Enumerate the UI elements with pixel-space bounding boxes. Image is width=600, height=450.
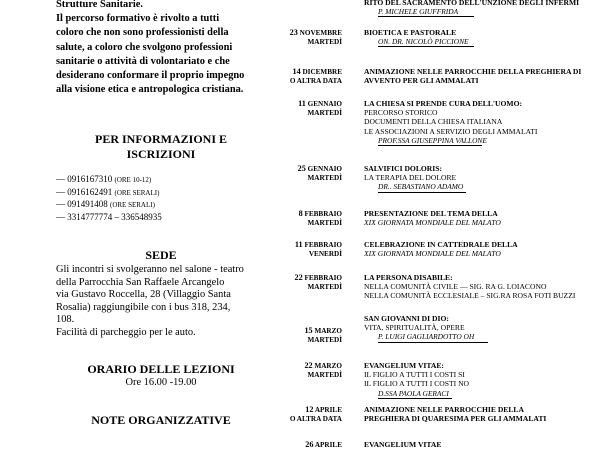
entry-content (364, 67, 600, 85)
sede-line: della Parrocchia San Raffaele Arcangelo (56, 276, 225, 288)
phone-note: (ORE SERALI) (110, 201, 155, 210)
intro-line: desiderano conformare il proprio impegno (56, 70, 245, 82)
orario-time: Ore 16.00 -19.00 (125, 376, 197, 388)
phone-number: — 3314777774 – 336548935 (56, 211, 162, 222)
date-weekday: MARTEDÌ (307, 283, 342, 291)
speaker-underline (378, 145, 482, 146)
phone-item (56, 174, 266, 186)
entry-date (262, 361, 342, 380)
intro-line: sanitarie o attività di volontariato e che (56, 55, 230, 67)
entry-title: CELEBRAZIONE IN CATTEDRALE DELLA (364, 240, 518, 249)
speaker-underline (378, 16, 474, 17)
date-day: 14 (292, 67, 301, 76)
sede-heading: SEDE (145, 248, 177, 263)
entry-line: IL FIGLIO A TUTTI I COSTI SI (364, 370, 465, 380)
entry-content (364, 440, 600, 449)
entry-line: VITA, SPIRITUALITÀ, OPERE (364, 323, 465, 333)
phone-note: (ORE 10-12) (114, 176, 152, 185)
entry-speaker: D.SSA PAOLA GERACI (378, 388, 449, 398)
entry-speaker: ON. DR. NICOLÒ PICCIONE (378, 37, 469, 47)
phone-item (56, 212, 266, 223)
date-month: FEBBRAIO (304, 274, 342, 282)
date-weekday: O ALTRA DATA (289, 77, 342, 85)
entry-date (262, 164, 342, 183)
entry-date (262, 209, 342, 228)
speaker-underline (378, 342, 488, 343)
date-weekday: MARTEDÌ (307, 219, 342, 227)
note-heading: NOTE ORGANIZZATIVE (91, 412, 231, 427)
date-day: 22 (304, 361, 313, 370)
entry-title: SAN GIOVANNI DI DIO: (364, 314, 449, 323)
date-month: FEBBRAIO (304, 241, 342, 249)
entry-title: EVANGELIUM VITAE (364, 440, 442, 449)
date-month: APRILE (314, 441, 342, 449)
date-day: 8 (298, 209, 303, 218)
entry-line: XIX GIORNATA MONDIALE DEL MALATO (364, 218, 501, 228)
entry-title: LA PERSONA DISABILE: (364, 273, 453, 282)
entry-date (262, 28, 342, 47)
entry-speaker: P. LUIGI GAGLIARDOTTO OH (378, 332, 475, 342)
date-month: GENNAIO (307, 165, 342, 173)
phone-number: — 0916167310 (56, 174, 113, 185)
entry-content (364, 240, 600, 258)
entry-title: RITO DEL SACRAMENTO DELL'UNZIONE DEGLI INFERMI (364, 0, 580, 7)
entry-line: NELLA COMUNITÀ ECCLESIALE – SIG.RA ROSA FOTI BUZZI (364, 291, 576, 301)
sede-line: Gli incontri si svolgeranno nel salone - teatro (56, 264, 244, 276)
phone-item (56, 187, 266, 199)
sede-line: via Gustavo Roccella, 28 (Villaggio Santa (56, 289, 231, 301)
entry-title: ANIMAZIONE NELLE PARROCCHIE DELLA (364, 405, 524, 414)
sede-paragraph (56, 264, 266, 340)
date-day: 26 (305, 440, 314, 449)
intro-line: alla visione etica e antropologica cristiana. (56, 84, 244, 96)
intro-paragraph (56, 0, 266, 97)
info-heading-line1: PER INFORMAZIONI E (94, 132, 227, 147)
phone-list (56, 174, 266, 223)
orario-heading: ORARIO DELLE LEZIONI (87, 361, 235, 376)
entry-date (262, 326, 342, 345)
left-column (56, 0, 266, 428)
date-day: 22 (294, 273, 303, 282)
entry-title: SALVIFICI DOLORIS: (364, 164, 442, 173)
date-weekday: O ALTRA DATA (289, 415, 342, 423)
entry-date (262, 99, 342, 118)
date-month: FEBBRAIO (304, 210, 342, 218)
sede-line: 108. (56, 314, 75, 326)
date-weekday: MARTEDÌ (307, 336, 342, 344)
entry-content (364, 361, 600, 398)
entry-title: LA CHIESA SI PRENDE CURA DELL'UOMO: (364, 99, 523, 108)
entry-content (364, 405, 600, 423)
date-day: 23 (289, 28, 298, 37)
entry-date (262, 405, 342, 424)
entry-content (364, 99, 600, 145)
entry-date (262, 67, 342, 86)
entry-title: PREGHIERA DI QUARESIMA PER GLI AMMALATI (364, 414, 547, 424)
date-day: 25 (297, 164, 306, 173)
date-weekday: MARTEDÌ (307, 109, 342, 117)
entry-line: XIX GIORNATA MONDIALE DEL MALATO (364, 249, 501, 259)
entry-title: BIOETICA E PASTORALE (364, 28, 457, 37)
date-weekday: VENERDÌ (308, 250, 342, 258)
entry-content (364, 209, 600, 227)
entry-content (364, 0, 600, 16)
speaker-underline (378, 192, 466, 193)
entry-date (262, 273, 342, 292)
date-month: MARZO (314, 327, 342, 335)
entry-line: LE ASSOCIAZIONI A SERVIZIO DEGLI AMMALATI (364, 126, 538, 136)
intro-line: Strutture Sanitarie. (56, 0, 143, 10)
entry-title: EVANGELIUM VITAE: (364, 361, 444, 370)
sede-line: Facilità di parcheggio per le auto. (56, 327, 196, 339)
intro-line: Il percorso formativo è rivolto a tutti (56, 13, 220, 25)
date-day: 15 (304, 326, 313, 335)
entry-line: DOCUMENTI DELLA CHIESA ITALIANA (364, 117, 503, 127)
sede-line: Rosalia) raggiungibile con i bus 318, 234, (56, 301, 231, 313)
entry-content (364, 28, 600, 46)
intro-line: salute, a coloro che svolgono professioni (56, 41, 233, 53)
date-weekday: MARTEDÌ (307, 38, 342, 46)
entry-line: PERCORSO STORICO (364, 108, 438, 118)
entry-date (262, 440, 342, 450)
entry-line: NELLA COMUNITÀ CIVILE — SIG. RA G. LOIACONO (364, 282, 547, 292)
entry-line: IL FIGLIO A TUTTI I COSTI NO (364, 379, 470, 389)
date-weekday: MARTEDÌ (307, 174, 342, 182)
entry-speaker: DR.. SEBASTIANO ADAMO (378, 182, 464, 192)
date-day: 11 (298, 99, 306, 108)
entry-speaker: PROF.SSA GIUSEPPINA VALLONE (378, 135, 487, 145)
info-heading-line2: ISCRIZIONI (126, 147, 196, 162)
phone-item (56, 199, 266, 211)
date-weekday: MARTEDÌ (307, 371, 342, 379)
entry-line: LA TERAPIA DEL DOLORE (364, 173, 457, 183)
date-month: GENNAIO (307, 100, 342, 108)
entry-title: ANIMAZIONE NELLE PARROCCHIE DELLA PREGHIERA DI (364, 67, 582, 76)
info-heading (56, 132, 266, 162)
entry-date (262, 240, 342, 259)
entry-title: AVVENTO PER GLI AMMALATI (364, 76, 479, 86)
entry-content (364, 314, 600, 342)
phone-number: — 091491408 (56, 199, 108, 210)
date-day: 12 (305, 405, 314, 414)
speaker-underline (378, 398, 452, 399)
entry-title: PRESENTAZIONE DEL TEMA DELLA (364, 209, 498, 218)
intro-line: coloro che non sono professionisti della (56, 27, 229, 39)
speaker-underline (378, 46, 474, 47)
phone-number: — 0916162491 (56, 186, 113, 197)
phone-note: (ORE SERALI) (114, 188, 160, 197)
date-month: APRILE (314, 406, 342, 414)
date-day: 11 (294, 240, 303, 249)
entry-content (364, 164, 600, 192)
date-month: MARZO (314, 362, 342, 370)
date-month: DICEMBRE (302, 68, 342, 76)
entry-content (364, 273, 600, 301)
entry-speaker: P. MICHELE GIUFFRIDA (378, 7, 459, 17)
date-month: NOVEMBRE (299, 29, 342, 37)
